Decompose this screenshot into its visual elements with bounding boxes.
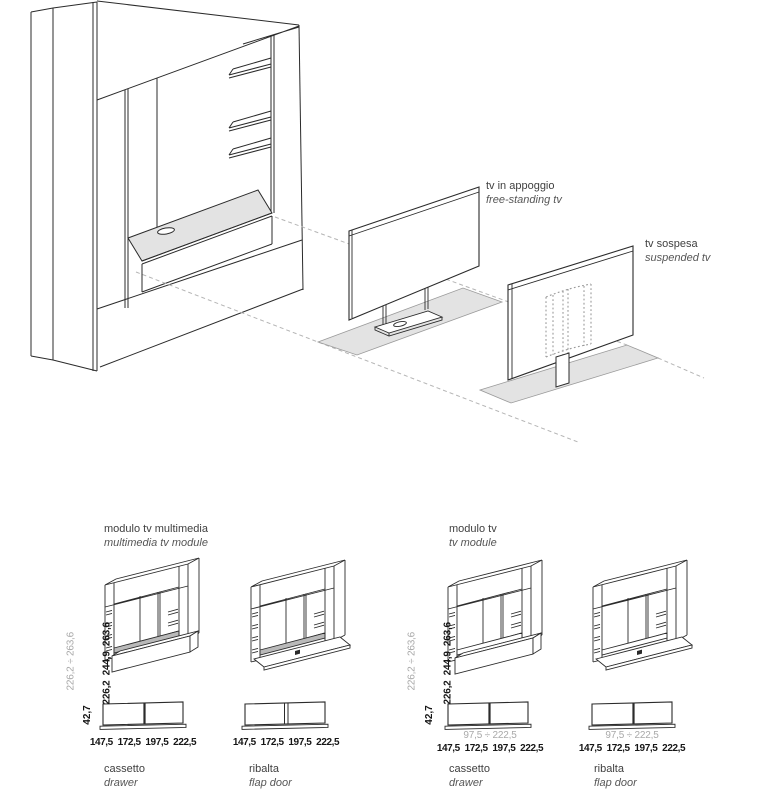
caption-tv-flap-it: ribalta [594, 763, 624, 775]
caption-multimedia-flap-en: flap door [249, 777, 292, 789]
caption-multimedia-flap-it: ribalta [249, 763, 279, 775]
height-values-multimedia: 226,2 244,9 263,6 [101, 622, 113, 705]
caption-tv-drawer-it: cassetto [449, 763, 490, 775]
caption-multimedia-drawer [104, 762, 145, 790]
height-dimensions-multimedia [42, 590, 126, 705]
low-cabinet-drawer-left [100, 702, 186, 729]
caption-multimedia-flap [249, 762, 292, 790]
suspended-tv-label-en: suspended tv [645, 252, 711, 264]
caption-multimedia-drawer-it: cassetto [104, 763, 145, 775]
module-multimedia-flap-drawing [251, 560, 350, 670]
width-values-multimedia-flap: 147,5 172,5 197,5 222,5 [232, 737, 340, 748]
caption-tv-drawer-en: drawer [449, 777, 483, 789]
height-values-tv: 226,2 244,9 263,6 [442, 622, 454, 705]
freestanding-tv-label [486, 179, 562, 207]
caption-tv-flap-en: flap door [594, 777, 637, 789]
group-title-multimedia-en: multimedia tv module [104, 537, 208, 549]
height-range-tv: 226,2 ÷ 263,6 [406, 632, 418, 691]
caption-tv-drawer [449, 762, 490, 790]
height-dimensions-tv [383, 590, 467, 705]
width-range-tv-flap: 97,5 ÷ 222,5 [605, 730, 659, 741]
base-height-right: 42,7 [424, 705, 435, 725]
base-height-left: 42,7 [82, 705, 93, 725]
height-range-multimedia: 226,2 ÷ 263,6 [65, 632, 77, 691]
group-title-tv-it: modulo tv [449, 523, 497, 535]
group-title-multimedia-it: modulo tv multimedia [104, 523, 208, 535]
group-title-tv-en: tv module [449, 537, 497, 549]
group-title-multimedia [104, 522, 208, 550]
suspended-tv-label [645, 237, 710, 265]
low-cabinet-drawer-right [445, 702, 531, 729]
low-cabinet-flap-right [589, 702, 675, 729]
low-cabinet-flap-left [242, 702, 328, 729]
width-values-tv-drawer: 147,5 172,5 197,5 222,5 [436, 743, 544, 754]
freestanding-tv-label-en: free-standing tv [486, 194, 562, 206]
caption-tv-flap [594, 762, 637, 790]
width-values-multimedia-drawer: 147,5 172,5 197,5 222,5 [89, 737, 197, 748]
width-values-tv-flap: 147,5 172,5 197,5 222,5 [578, 743, 686, 754]
suspended-tv-label-it: tv sospesa [645, 238, 698, 250]
caption-multimedia-drawer-en: drawer [104, 777, 138, 789]
module-tv-flap-drawing [593, 560, 692, 670]
group-title-tv [449, 522, 497, 550]
width-range-tv-drawer: 97,5 ÷ 222,5 [463, 730, 517, 741]
wall-unit-drawing [31, 1, 303, 371]
freestanding-tv-label-it: tv in appoggio [486, 180, 555, 192]
